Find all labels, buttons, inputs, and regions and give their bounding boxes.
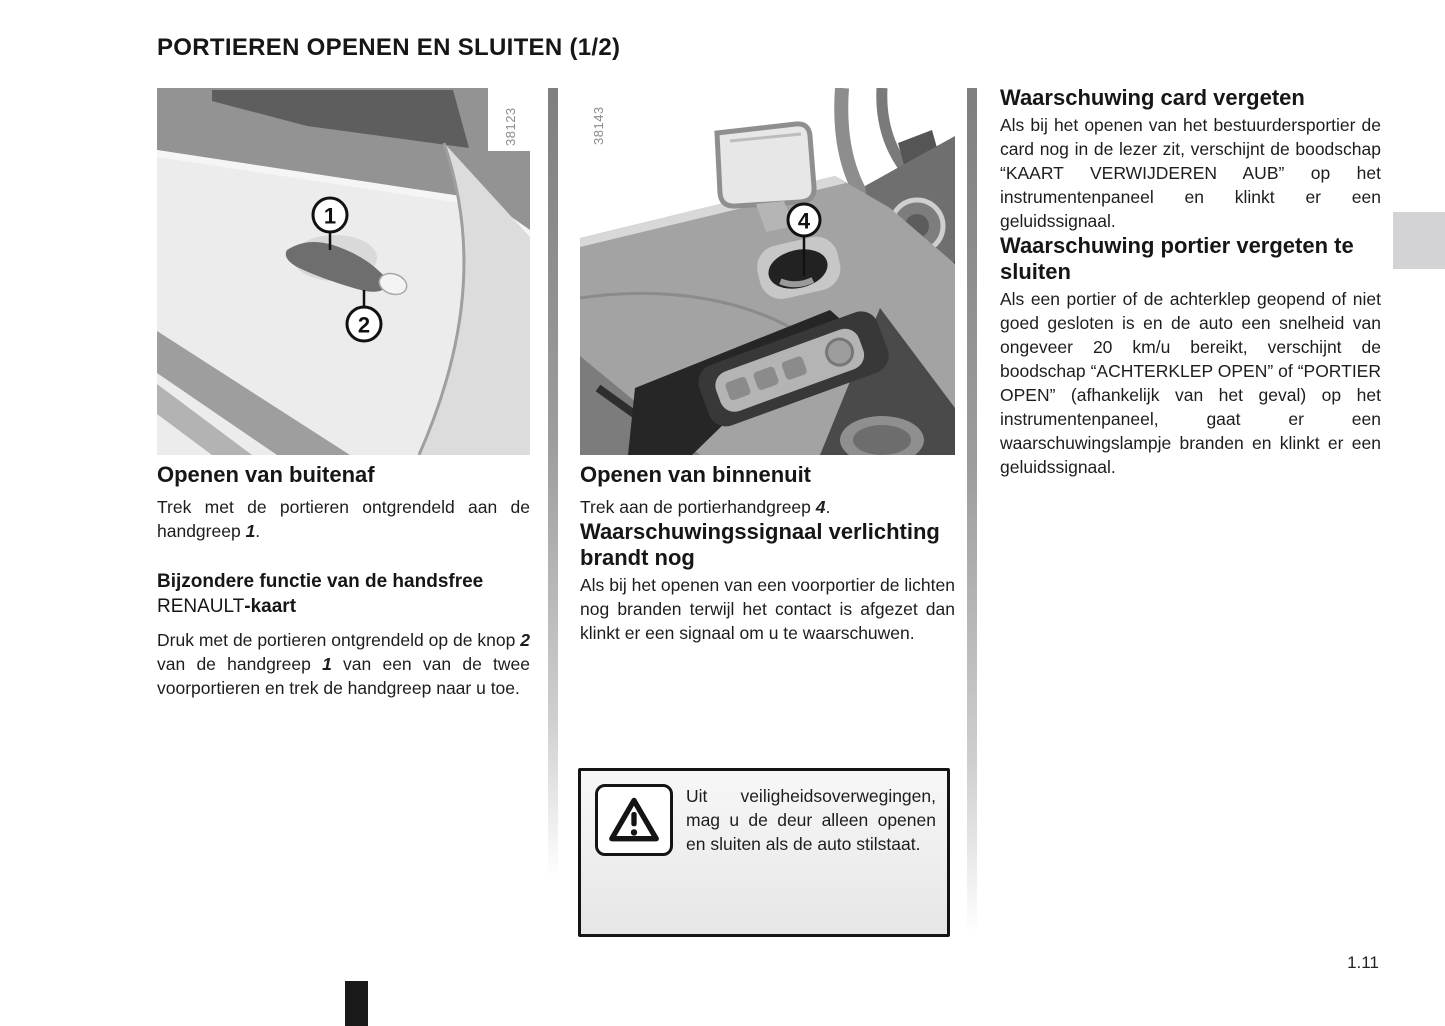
chapter-side-tab: [1393, 212, 1445, 269]
column-divider-right: [967, 88, 977, 934]
callout-2-number: 2: [357, 312, 371, 338]
subheading-bold: Bijzondere functie van de handsfree: [157, 571, 484, 592]
subheading-suffix: -kaart: [244, 596, 297, 617]
heading-door-warning: Waarschuwing portier vergeten te sluiten: [1000, 233, 1354, 284]
interior-door-illustration: [580, 88, 955, 455]
text-segment: van de handgreep: [157, 654, 323, 674]
subheading-handsfree-card: [157, 569, 530, 619]
exterior-door-illustration: [157, 88, 530, 455]
section-open-inside: [580, 462, 955, 645]
section-warnings: [1000, 85, 1381, 479]
figure-interior-door: [580, 88, 955, 455]
column-divider-left: [548, 88, 558, 878]
paragraph-warning-lights: Als bij het openen van een voorportier de lichten nog branden terwijl het contact is afgezet dan klinkt er een signaal om u te waarschuwen.: [580, 575, 955, 643]
text-segment: .: [255, 521, 261, 541]
speaker-cone: [853, 425, 911, 455]
paragraph-open-inside: [580, 495, 955, 519]
warning-triangle-icon: [595, 784, 673, 856]
heading-open-outside: Openen van buitenaf: [157, 462, 375, 487]
page-number: 1.11: [1347, 953, 1379, 972]
callout-ref-1: 1: [245, 521, 256, 541]
brand-name: RENAULT: [157, 596, 245, 617]
chapter-bottom-tab: [345, 981, 368, 1026]
page-title: PORTIEREN OPENEN EN SLUITEN (1/2): [157, 34, 621, 61]
figure-exterior-door: [157, 88, 530, 455]
text-segment: van een van de twee voorportieren en trek de handgreep naar u toe.: [157, 654, 530, 698]
paragraph-open-outside: [157, 495, 530, 543]
text-segment: Trek aan de portierhandgreep: [580, 497, 816, 517]
callout-1-number: 1: [323, 203, 337, 229]
photo-id-label: 38143: [591, 106, 606, 145]
heading-open-inside: Openen van binnenuit: [580, 462, 812, 487]
text-segment: Trek met de portieren ontgrendeld aan de handgreep: [157, 497, 530, 541]
paragraph-door-warning: Als een portier of de achterklep geopend of niet goed gesloten is en de auto een snelheid van ongeveer 20 km/u bereikt, verschijnt de boodschap “ACHTERKLEP OPEN” of “PORTIER OPEN” (afhankelijk van het geval) op het instrumentenpaneel, gaat er een waarschuwingslampje branden en klinkt er een geluidssignaal.: [1000, 289, 1381, 477]
photo-id-label: 38123: [503, 107, 518, 146]
section-open-outside: [157, 462, 530, 700]
heading-warning-lights: Waarschuwingssignaal verlichting brandt nog: [580, 519, 940, 570]
callout-ref-1: 1: [322, 654, 332, 674]
callout-ref-2: 2: [520, 630, 530, 650]
text-segment: .: [825, 497, 831, 517]
safety-warning-text: Uit veiligheidsoverwegingen, mag u de deur alleen openen en sluiten als de auto stilstaat.: [686, 786, 936, 854]
safety-warning-box: [578, 768, 950, 937]
paragraph-card-warning: Als bij het openen van het bestuurdersportier de card nog in de lezer zit, verschijnt de boodschap “KAART VERWIJDEREN AUB” op het instrumentenpaneel en klinkt er een geluidssignaal.: [1000, 115, 1381, 231]
text-segment: Druk met de portieren ontgrendeld op de knop: [157, 630, 521, 650]
callout-4-number: 4: [797, 208, 811, 234]
paragraph-handsfree-card: [157, 628, 530, 700]
callout-ref-4: 4: [815, 497, 826, 517]
heading-card-warning: Waarschuwing card vergeten: [1000, 85, 1305, 110]
